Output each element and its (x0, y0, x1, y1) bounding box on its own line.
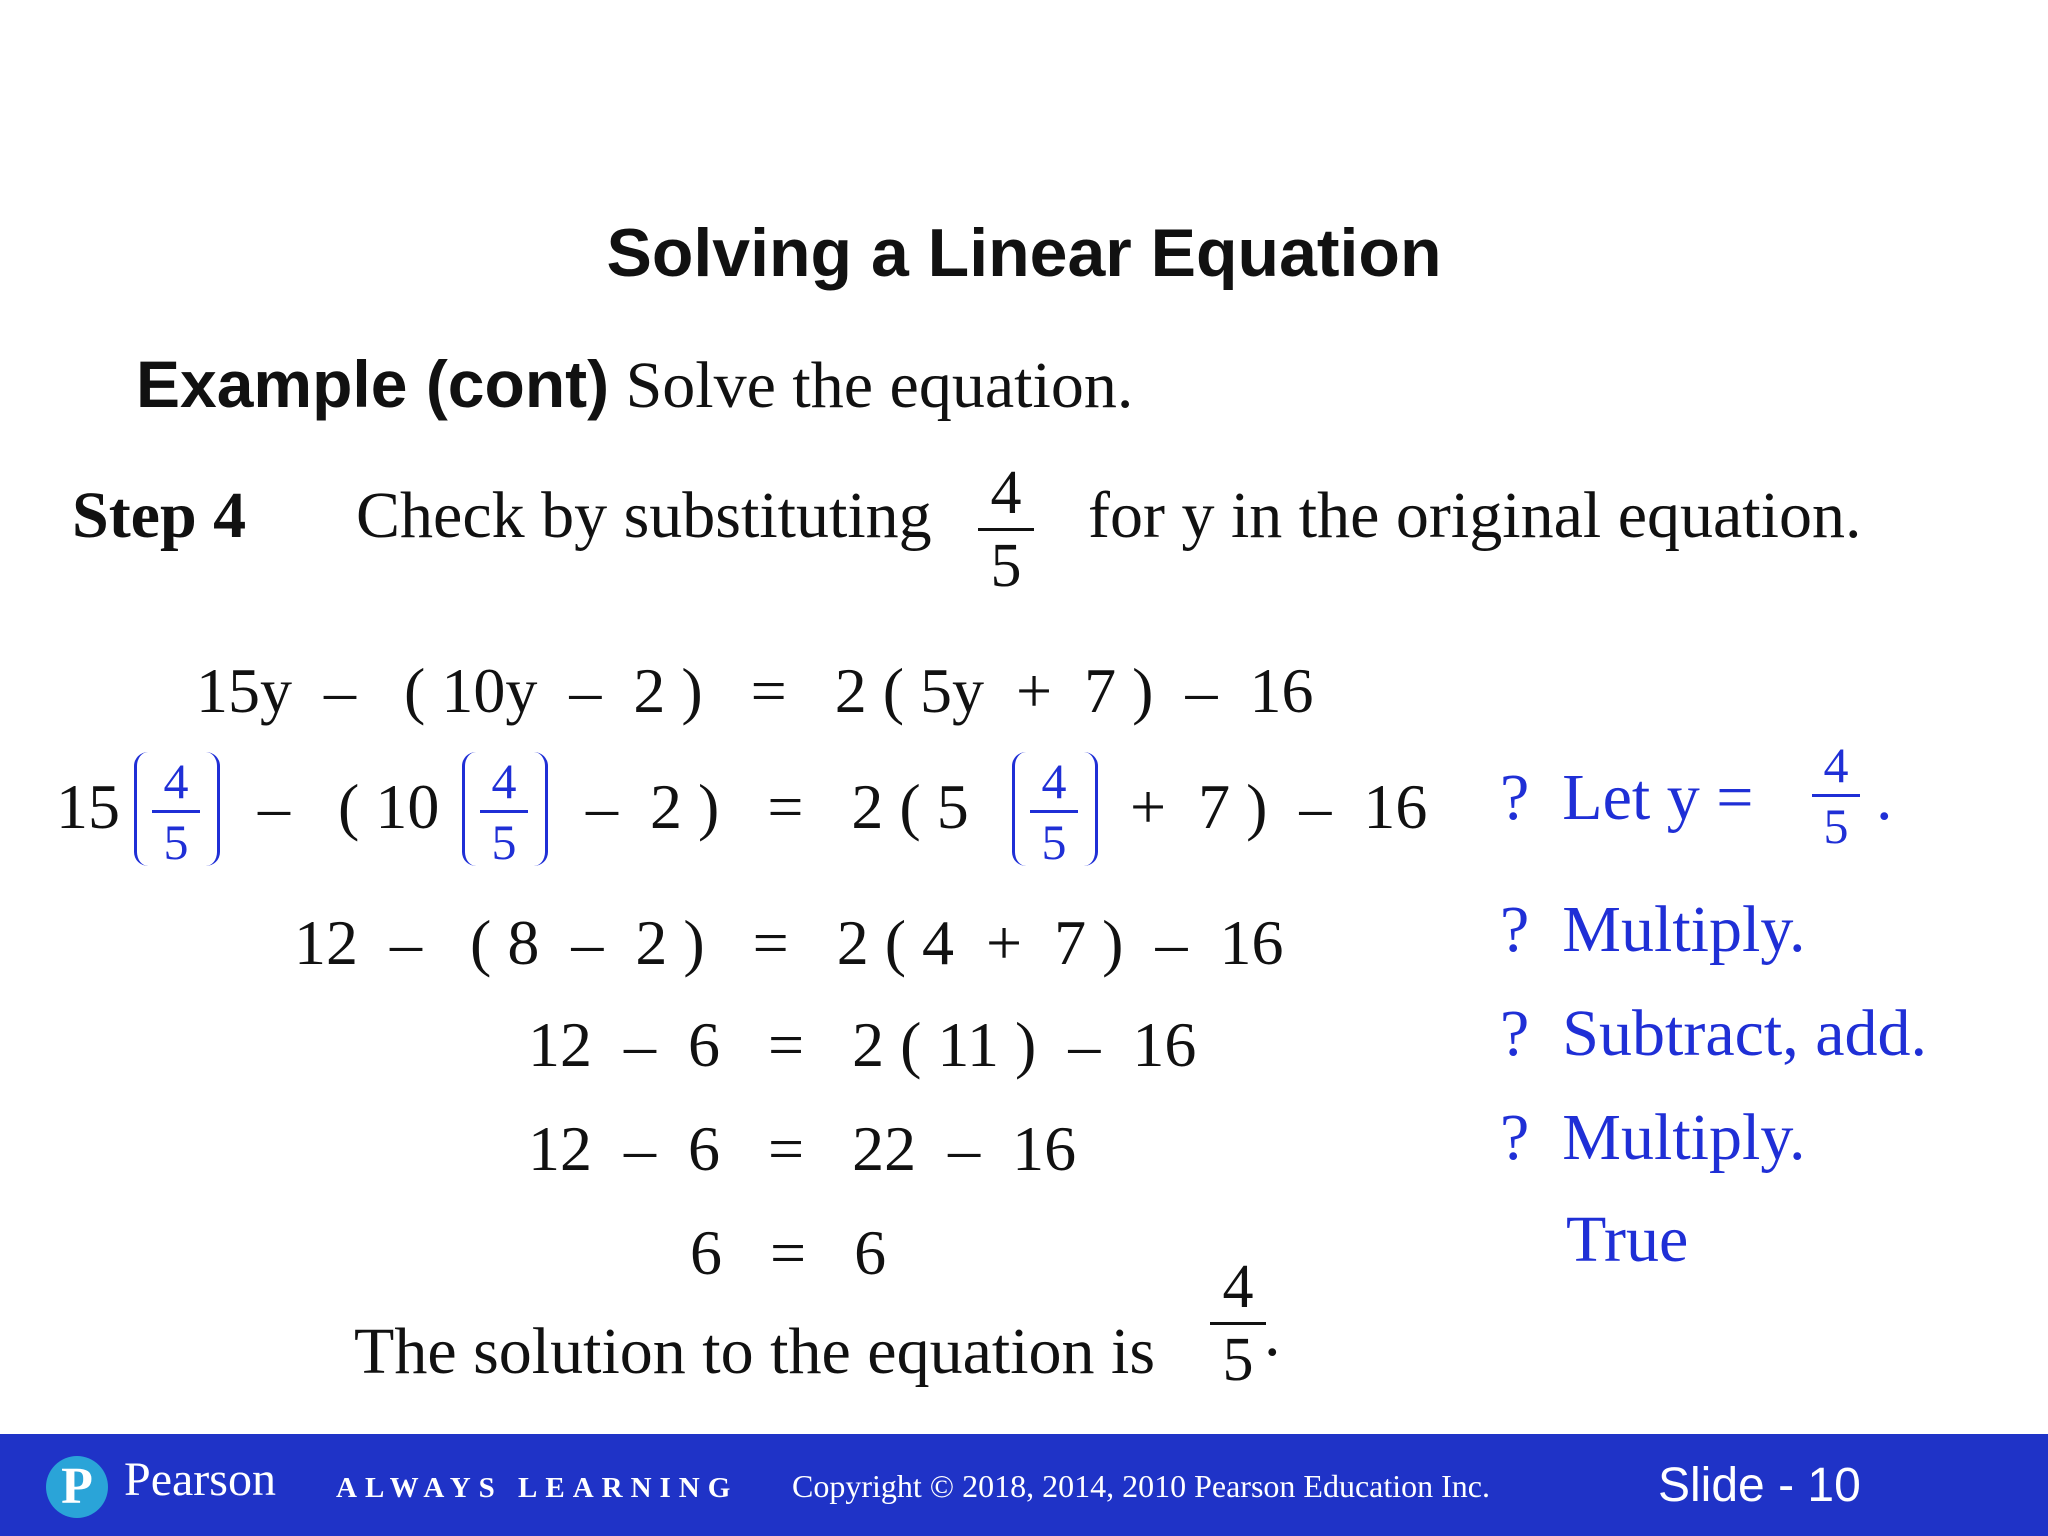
equation-line-6: 6 = 6 (690, 1217, 887, 1288)
step-text-after: for y in the original equation. (1088, 479, 1862, 552)
annotation-true: True (1566, 1203, 1689, 1276)
sub-frac-num: 4 (1041, 753, 1067, 809)
annotation-subtract-add: ? Subtract, add. (1500, 997, 1928, 1070)
sub-frac-den: 5 (1041, 814, 1067, 870)
step-frac-den: 5 (990, 532, 1022, 600)
conclusion-fraction (1210, 1253, 1266, 1394)
step-text-before: Check by substituting (356, 479, 932, 552)
equation-line-1: 15y – ( 10y – 2 ) = 2 ( 5y + 7 ) – 16 (196, 655, 1314, 726)
example-text: Solve the equation. (625, 349, 1134, 422)
footer-tagline: ALWAYS LEARNING (336, 1472, 739, 1504)
equation-line-2-part-a: 15 (56, 771, 120, 842)
substitution-fraction (1030, 753, 1078, 870)
equation-line-3: 12 – ( 8 – 2 ) = 2 ( 4 + 7 ) – 16 (294, 907, 1284, 978)
annotation-let-y: ? Let y = (1500, 761, 1770, 834)
equation-line-2-part-d: + 7 ) – 16 (1130, 771, 1428, 842)
annot-frac-den: 5 (1823, 798, 1849, 854)
example-heading (136, 346, 1133, 424)
substitution-fraction (152, 753, 200, 870)
equation-line-2-part-c: – 2 ) = 2 ( 5 (586, 771, 969, 842)
footer-bar (0, 1434, 2048, 1536)
equation-line-2-part-b: – ( 10 (258, 771, 440, 842)
footer-copyright: Copyright © 2018, 2014, 2010 Pearson Education Inc. (792, 1468, 1490, 1504)
step-fraction (978, 459, 1034, 600)
conclusion-frac-num: 4 (1222, 1253, 1254, 1321)
sub-frac-den: 5 (163, 814, 189, 870)
annotation-multiply-1: ? Multiply. (1500, 893, 1806, 966)
example-label: Example (cont) (136, 347, 610, 421)
equation-line-4: 12 – 6 = 2 ( 11 ) – 16 (528, 1009, 1197, 1080)
conclusion-period: . (1264, 1297, 1281, 1370)
slide-number: Slide - 10 (1658, 1459, 1861, 1512)
slide-title: Solving a Linear Equation (606, 215, 1442, 291)
sub-frac-num: 4 (163, 753, 189, 809)
pearson-logo-icon: P (46, 1456, 108, 1518)
conclusion-frac-den: 5 (1222, 1326, 1254, 1394)
substitution-fraction (480, 753, 528, 870)
pearson-brand: Pearson (124, 1453, 276, 1506)
equation-line-5: 12 – 6 = 22 – 16 (528, 1113, 1077, 1184)
step-label: Step 4 (72, 479, 247, 552)
annotation-let-y-period: . (1876, 761, 1893, 834)
conclusion-text: The solution to the equation is (354, 1315, 1156, 1388)
annot-frac-num: 4 (1823, 737, 1849, 793)
sub-frac-den: 5 (491, 814, 517, 870)
step-frac-num: 4 (990, 459, 1022, 527)
annotation-fraction (1812, 737, 1860, 854)
sub-frac-num: 4 (491, 753, 517, 809)
annotation-multiply-2: ? Multiply. (1500, 1101, 1806, 1174)
